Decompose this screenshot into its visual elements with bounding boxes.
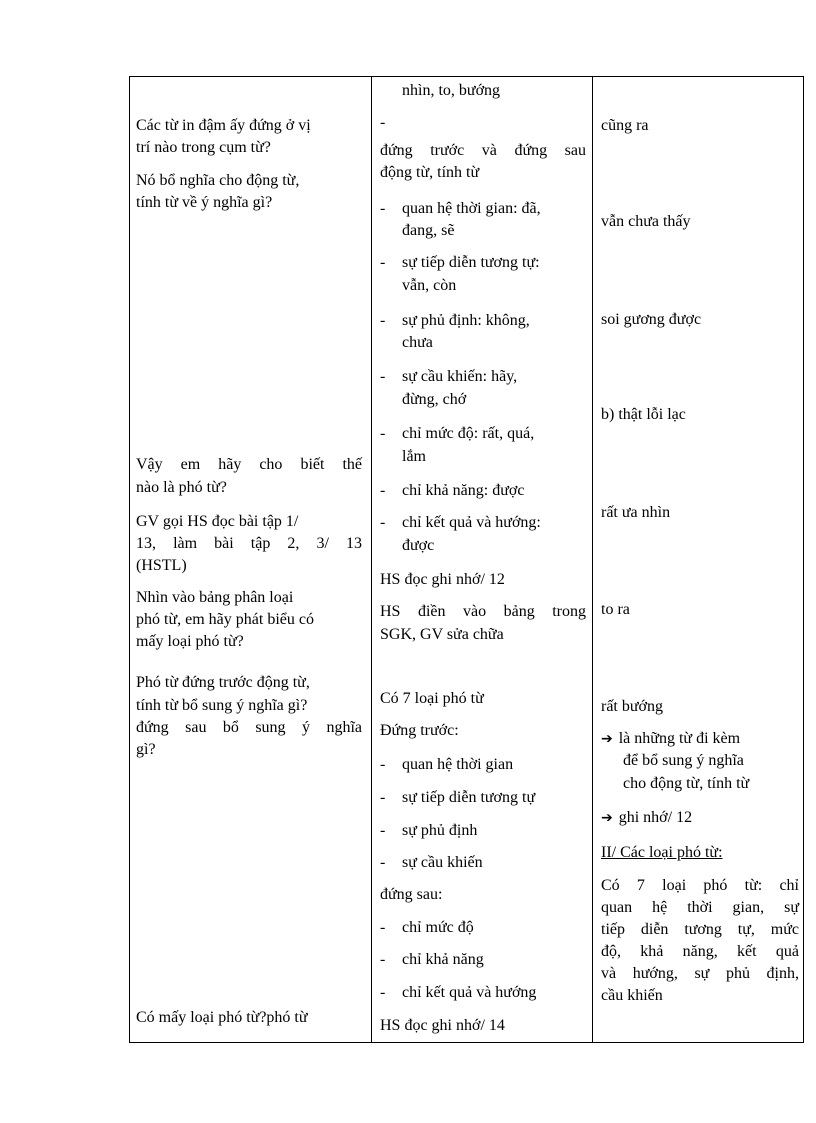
list-bullet: - (380, 984, 386, 1001)
list-bullet: - (380, 919, 386, 936)
section-title: II/ Các loại phó từ: (601, 844, 723, 861)
question-define-line: nào là phó từ? (136, 479, 227, 496)
question-count-line: Có mấy loại phó từ?phó từ (136, 1009, 308, 1026)
example-answer: to ra (601, 601, 630, 618)
example-answer: b) thật lỗi lạc (601, 406, 686, 423)
meaning-item-line: chỉ kết quả và hướng: (402, 514, 541, 531)
meaning-item-line: chỉ khả năng: được (402, 482, 525, 499)
before-item: sự cầu khiến (402, 854, 483, 871)
question-position-line: trí nào trong cụm từ? (136, 139, 271, 156)
note-reference (601, 807, 692, 829)
seven-types-answer: Có 7 loại phó từ (380, 690, 484, 707)
list-bullet: - (380, 254, 386, 271)
list-bullet: - (380, 854, 386, 871)
summary-line: tiếp diễn tương tự, mức (601, 921, 799, 938)
after-item: chỉ mức độ (402, 919, 474, 936)
summary-line: và hướng, sự phủ định, (601, 965, 799, 982)
examples-words: nhìn, to, bướng (402, 82, 501, 99)
after-item: chỉ khả năng (402, 951, 484, 968)
definition-text: là những từ đi kèm (618, 730, 741, 747)
meaning-item-line: được (402, 537, 435, 554)
question-types-line: phó từ, em hãy phát biểu có (136, 611, 314, 628)
list-bullet: - (380, 789, 386, 806)
list-bullet: - (380, 312, 386, 329)
summary-line: Có 7 loại phó từ: chỉ (601, 877, 799, 894)
list-bullet: - (380, 822, 386, 839)
question-before-after-line: Phó từ đứng trước động từ, (136, 674, 310, 691)
definition-line (601, 728, 740, 750)
before-item: quan hệ thời gian (402, 756, 514, 773)
meaning-item-line: quan hệ thời gian: đã, (402, 200, 541, 217)
list-bullet: - (380, 425, 386, 442)
teacher-column (130, 77, 371, 1042)
before-item: sự phủ định (402, 822, 478, 839)
summary-line: độ, khả năng, kết quả (601, 943, 799, 960)
question-define-line: Vậy em hãy cho biết thế (136, 456, 362, 473)
list-bullet: - (380, 951, 386, 968)
question-meaning-line: tính từ về ý nghĩa gì? (136, 194, 273, 211)
after-label: đứng sau: (380, 886, 443, 903)
meaning-item-line: sự cầu khiến: hãy, (402, 368, 518, 385)
list-bullet: - (380, 368, 386, 385)
example-answer: rất ưa nhìn (601, 504, 671, 521)
meaning-item-line: lắm (402, 448, 426, 465)
lesson-table (129, 76, 804, 1043)
example-answer: cũng ra (601, 117, 649, 134)
question-before-after-line: đứng sau bổ sung ý nghĩa (136, 719, 362, 736)
read-note-14: HS đọc ghi nhớ/ 14 (380, 1017, 505, 1034)
meaning-item-line: chưa (402, 334, 433, 351)
meaning-item-line: sự tiếp diễn tương tự: (402, 254, 540, 271)
meaning-item-line: đừng, chớ (402, 391, 467, 408)
content-column (593, 77, 805, 1042)
gv-instruction-line: GV gọi HS đọc bài tập 1/ (136, 513, 299, 530)
fill-table-line: SGK, GV sửa chữa (380, 626, 504, 643)
list-bullet: - (380, 200, 386, 217)
definition-line: để bổ sung ý nghĩa (623, 752, 744, 769)
fill-table-line: HS điền vào bảng trong (380, 603, 586, 620)
gv-instruction-line: (HSTL) (136, 557, 187, 574)
meaning-item-line: chỉ mức độ: rất, quá, (402, 425, 535, 442)
before-label: Đứng trước: (380, 722, 459, 739)
example-answer: vẫn chưa thấy (601, 213, 691, 230)
example-answer: soi gương được (601, 311, 702, 328)
list-bullet: - (380, 514, 386, 531)
gv-instruction-line: 13, làm bài tập 2, 3/ 13 (136, 535, 362, 552)
question-types-line: Nhìn vào bảng phân loại (136, 589, 294, 606)
question-position-line: Các từ in đậm ấy đứng ở vị (136, 117, 311, 134)
arrow-right-icon: ➔ (601, 731, 613, 747)
definition-line: cho động từ, tính từ (623, 775, 750, 792)
read-note-12: HS đọc ghi nhớ/ 12 (380, 571, 505, 588)
example-answer: rất bướng (601, 698, 664, 715)
summary-line: quan hệ thời gian, sự (601, 899, 799, 916)
meaning-item-line: sự phủ định: không, (402, 312, 530, 329)
position-answer-line: đứng trước và đứng sau (380, 142, 586, 159)
note-text: ghi nhớ/ 12 (618, 809, 693, 826)
summary-line: cầu khiến (601, 987, 663, 1004)
question-types-line: mấy loại phó từ? (136, 633, 244, 650)
dash-marker: - (380, 114, 386, 131)
student-column (372, 77, 592, 1042)
question-before-after-line: tính từ bổ sung ý nghĩa gì? (136, 697, 308, 714)
list-bullet: - (380, 756, 386, 773)
meaning-item-line: đang, sẽ (402, 222, 455, 239)
after-item: chỉ kết quả và hướng (402, 984, 537, 1001)
position-answer-line: động từ, tính từ (380, 164, 480, 181)
question-before-after-line: gì? (136, 741, 156, 758)
meaning-item-line: vẫn, còn (402, 277, 457, 294)
before-item: sự tiếp diễn tương tự (402, 789, 536, 806)
list-bullet: - (380, 482, 386, 499)
arrow-right-icon: ➔ (601, 810, 613, 826)
question-meaning-line: Nó bổ nghĩa cho động từ, (136, 172, 300, 189)
